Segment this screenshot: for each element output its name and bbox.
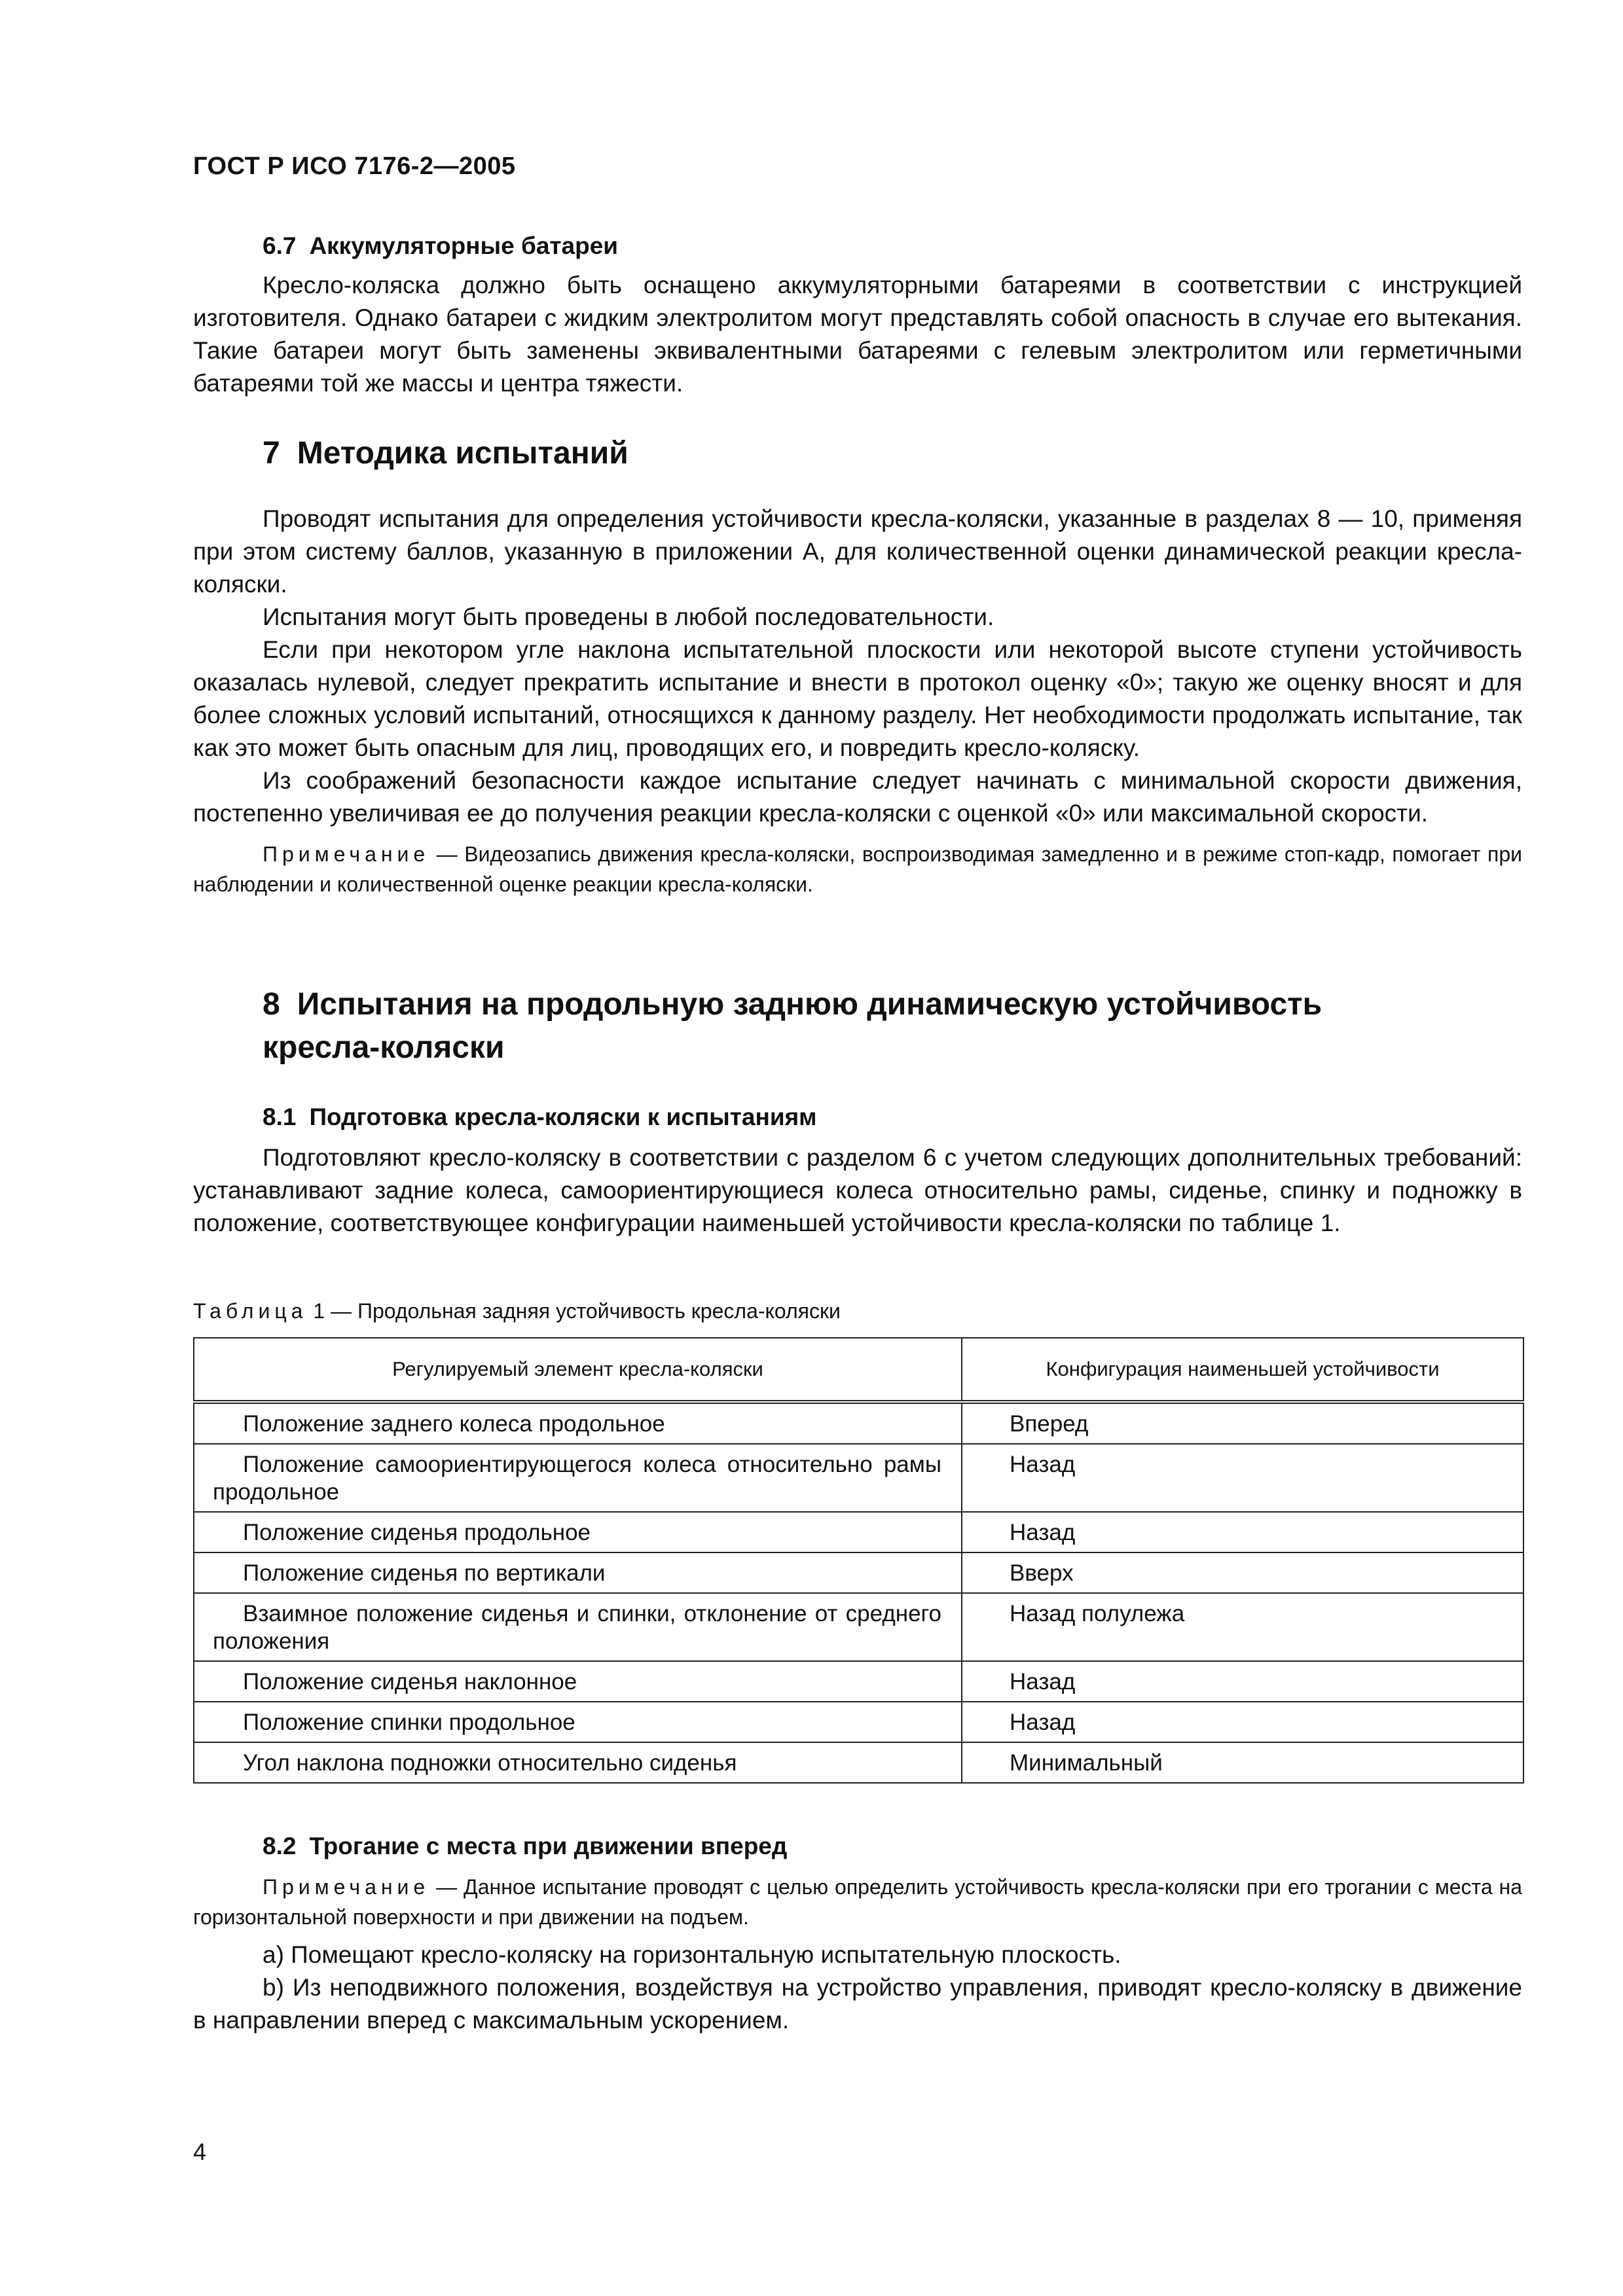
table-cell: Положение сиденья по вертикали (194, 1552, 962, 1593)
table-cell: Назад полулежа (962, 1593, 1523, 1661)
section-7-heading (193, 432, 1522, 475)
table-row (194, 1593, 1523, 1661)
table-cell: Назад (962, 1661, 1523, 1702)
note-label: Примечание (263, 842, 430, 866)
page-number: 4 (193, 2138, 207, 2165)
note (193, 839, 1522, 899)
section-6-7-heading (193, 232, 1522, 260)
section-title: Аккумуляторные батареи (309, 232, 619, 259)
section-7 (193, 432, 1522, 899)
table-caption-text: 1 — Продольная задняя устойчивость кресла-коляски (307, 1299, 841, 1323)
paragraph: Кресло-коляска должно быть оснащено аккумуляторными батареями в соответствии с инструкцией изготовителя. Однако батареи с жидким электролитом могут представлять собой опасность в случае его вытекания. Такие батареи могут быть заменены эквивалентными батареями с гелевым электролитом или герметичными батареями той же массы и центра тяжести. (193, 272, 1522, 397)
section-8-2 (193, 1833, 1522, 2037)
table-header-row (194, 1338, 1523, 1402)
table-row (194, 1702, 1523, 1742)
section-title: Методика испытаний (297, 436, 629, 471)
section-8-1-heading (193, 1103, 1522, 1131)
table-row (194, 1661, 1523, 1702)
paragraph: Подготовляют кресло-коляску в соответствии с разделом 6 с учетом следующих дополнительных требований: устанавливают задние колеса, самоориентирующиеся колеса относительно рамы, сиденье, спинку и подножку в положение, соответствующее конфигурации наименьшей устойчивости кресла-коляски по таблице 1. (193, 1144, 1522, 1236)
section-title-line2: кресла-коляски (263, 1030, 505, 1065)
table-cell: Вверх (962, 1552, 1523, 1593)
table-cell: Положение сиденья продольное (194, 1512, 962, 1552)
table-cell: Взаимное положение сиденья и спинки, отклонение от среднего положения (194, 1593, 962, 1661)
table-cell: Назад (962, 1444, 1523, 1512)
section-title: Подготовка кресла-коляски к испытаниям (309, 1103, 817, 1130)
paragraph: Испытания могут быть проведены в любой последовательности. (263, 603, 994, 630)
table-cell: Назад (962, 1512, 1523, 1552)
note (193, 1872, 1522, 1932)
paragraph: Из соображений безопасности каждое испытание следует начинать с минимальной скорости движения, постепенно увеличивая ее до получения реакции кресла-коляски с оценкой «0» или максимальной скорости. (193, 767, 1522, 827)
table-cell: Назад (962, 1702, 1523, 1742)
table-header-cell: Регулируемый элемент кресла-коляски (194, 1338, 962, 1402)
section-number: 6.7 (263, 232, 297, 259)
section-8-2-heading (193, 1833, 1522, 1860)
table-cell: Положение спинки продольное (194, 1702, 962, 1742)
document-header: ГОСТ Р ИСО 7176-2—2005 (193, 152, 516, 180)
table-cell: Вперед (962, 1402, 1523, 1444)
paragraph: Проводят испытания для определения устойчивости кресла-коляски, указанные в разделах 8 — 10, применяя при этом систему баллов, указанную в приложении А, для количественной оценки динамической реакции кресла-коляски. (193, 505, 1522, 598)
table-row (194, 1402, 1523, 1444)
note-text: — Данное испытание проводят с целью определить устойчивость кресла-коляски при его трогании с места на горизонтальной поверхности и при движении на подъем. (193, 1875, 1522, 1929)
table-row (194, 1512, 1523, 1552)
table-cell: Положение самоориентирующегося колеса относительно рамы продольное (194, 1444, 962, 1512)
table-cell: Минимальный (962, 1742, 1523, 1783)
table-cell: Положение заднего колеса продольное (194, 1402, 962, 1444)
note-label: Примечание (263, 1875, 430, 1899)
section-8-heading (193, 983, 1522, 1069)
section-8 (193, 983, 1522, 1240)
list-item: b) Из неподвижного положения, воздействуя на устройство управления, приводят кресло-коляску в движение в направлении вперед с максимальным ускорением. (193, 1974, 1522, 2034)
table-row (194, 1552, 1523, 1593)
section-6-7 (193, 232, 1522, 400)
paragraph: Если при некотором угле наклона испытательной плоскости или некоторой высоте ступени устойчивость оказалась нулевой, следует прекратить испытание и внести в протокол оценку «0»; такую же оценку вносят и для более сложных условий испытаний, относящихся к данному разделу. Нет необходимости продолжать испытание, так как это может быть опасным для лиц, проводящих его, и повредить кресло-коляску. (193, 636, 1522, 761)
table-cell: Угол наклона подножки относительно сиденья (194, 1742, 962, 1783)
list-item: a) Помещают кресло-коляску на горизонтальную испытательную плоскость. (263, 1941, 1122, 1968)
table-1 (193, 1337, 1524, 1784)
table-caption-label: Таблица (193, 1299, 308, 1323)
table-header-cell: Конфигурация наименьшей устойчивости (962, 1338, 1523, 1402)
section-title-line1: Испытания на продольную заднюю динамическую устойчивость (297, 987, 1322, 1022)
table-row (194, 1742, 1523, 1783)
section-number: 8.2 (263, 1833, 297, 1859)
section-number: 8 (263, 987, 280, 1022)
section-number: 8.1 (263, 1103, 297, 1130)
section-title: Трогание с места при движении вперед (309, 1833, 788, 1859)
table-row (194, 1444, 1523, 1512)
section-number: 7 (263, 436, 280, 471)
table-caption (193, 1299, 841, 1323)
table-cell: Положение сиденья наклонное (194, 1661, 962, 1702)
note-text: — Видеозапись движения кресла-коляски, воспроизводимая замедленно и в режиме стоп-кадр, помогает при наблюдении и количественной оценке реакции кресла-коляски. (193, 842, 1522, 896)
